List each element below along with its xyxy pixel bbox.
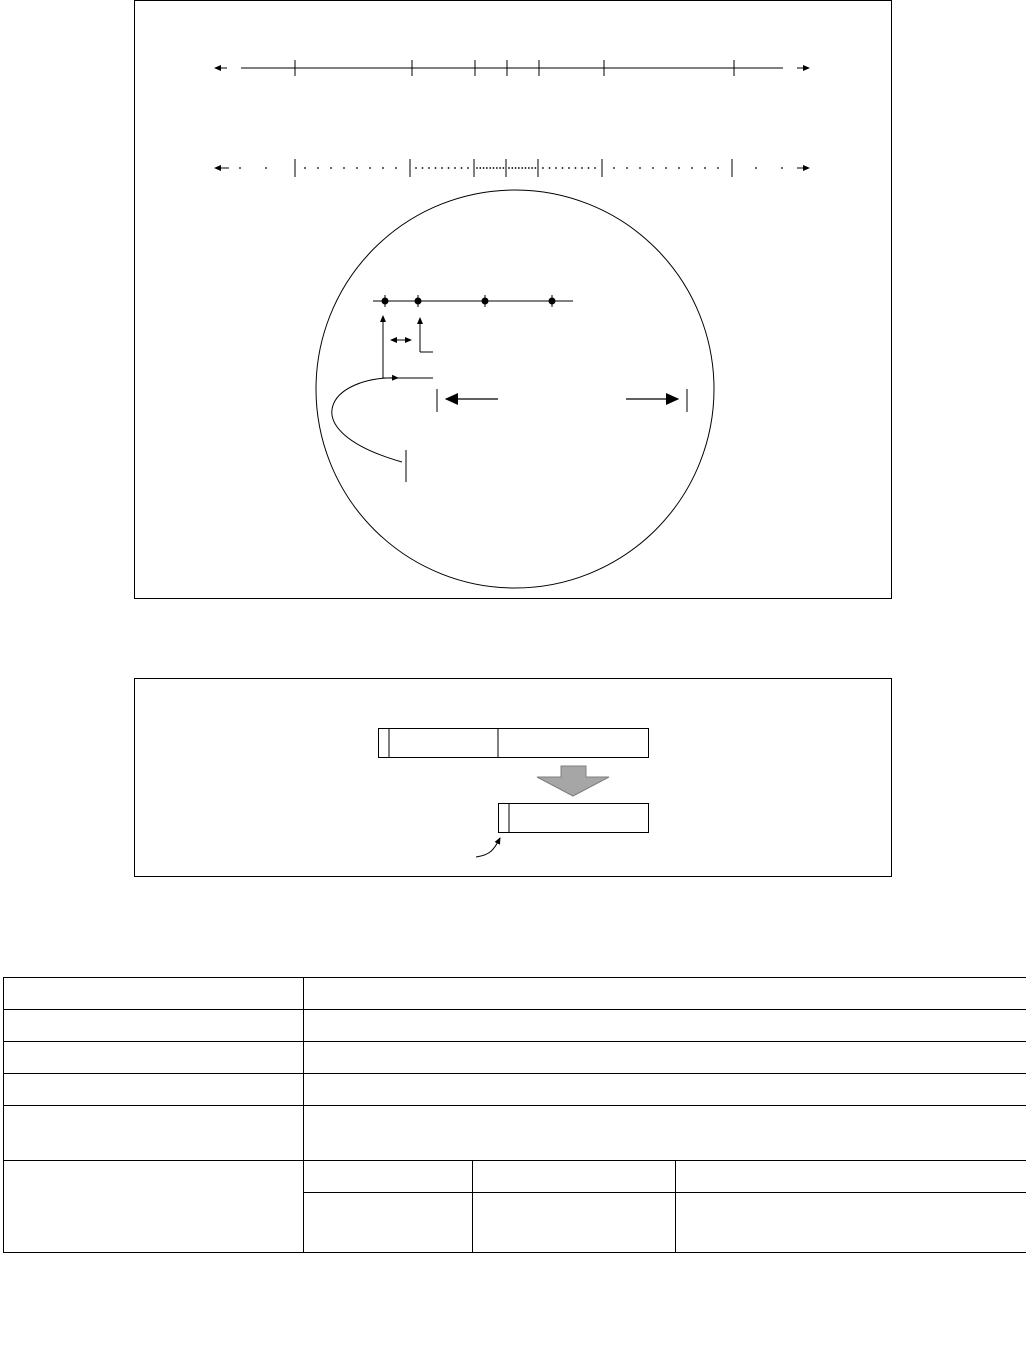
discrete-number-line (215, 159, 809, 177)
dot-markers (239, 167, 783, 169)
dot (691, 167, 693, 169)
table-row (4, 1106, 1026, 1161)
row-value (304, 1074, 1026, 1106)
dot (575, 167, 577, 169)
dot (476, 167, 478, 169)
row-label (4, 1106, 304, 1161)
dot (525, 167, 527, 169)
subtable-header (304, 1161, 473, 1193)
info-table (3, 977, 1026, 1253)
subtable-label (4, 1161, 304, 1253)
dot (568, 167, 570, 169)
dot (317, 167, 319, 169)
point-marker (549, 298, 556, 305)
dot (613, 167, 615, 169)
dot (467, 167, 469, 169)
dot (496, 167, 498, 169)
subtable-cell (473, 1193, 676, 1253)
dot (521, 167, 523, 169)
dot (755, 167, 757, 169)
dot (542, 167, 544, 169)
dot (435, 167, 437, 169)
info-table-container (3, 977, 1026, 1253)
dot (448, 167, 450, 169)
dot (503, 167, 505, 169)
table-row (4, 978, 1026, 1010)
dot (422, 167, 424, 169)
pointer-curve (476, 838, 500, 857)
dot (382, 167, 384, 169)
dot (588, 167, 590, 169)
subtable-cell (304, 1193, 473, 1253)
dot (489, 167, 491, 169)
dot (639, 167, 641, 169)
dot (486, 167, 488, 169)
row-label (4, 978, 304, 1010)
row-label (4, 1010, 304, 1042)
row-label (4, 1042, 304, 1074)
row-value (304, 1042, 1026, 1074)
dot (395, 167, 397, 169)
dot (531, 167, 533, 169)
dot (515, 167, 517, 169)
figure1-frame (135, 1, 892, 599)
dot (461, 167, 463, 169)
dot (555, 167, 557, 169)
dot (781, 167, 783, 169)
point-marker (415, 298, 422, 305)
dot (356, 167, 358, 169)
table-row (4, 1074, 1026, 1106)
dot (717, 167, 719, 169)
subtable-header (473, 1161, 676, 1193)
dot (508, 167, 510, 169)
subtable-header (676, 1161, 1026, 1193)
before-register (379, 728, 649, 758)
magnifier-circle (316, 190, 714, 588)
dot (652, 167, 654, 169)
dot (626, 167, 628, 169)
dot (483, 167, 485, 169)
callout-arrows (332, 316, 687, 482)
table-row (4, 1042, 1026, 1074)
dot (428, 167, 430, 169)
dot (594, 167, 596, 169)
subtable-cell (676, 1193, 1026, 1253)
dot (518, 167, 520, 169)
dot (678, 167, 680, 169)
row-value (304, 1106, 1026, 1161)
dot (528, 167, 530, 169)
dot (511, 167, 513, 169)
dot (330, 167, 332, 169)
dot (265, 167, 267, 169)
dot (704, 167, 706, 169)
after-register (499, 803, 649, 833)
continuous-number-line (215, 60, 809, 76)
table-row (4, 1010, 1026, 1042)
down-arrow (537, 766, 609, 796)
dot (535, 167, 537, 169)
zoomed-number-line (373, 295, 573, 307)
point-marker (482, 298, 489, 305)
dot (562, 167, 564, 169)
row-label (4, 1074, 304, 1106)
dot (343, 167, 345, 169)
dot (549, 167, 551, 169)
dot (415, 167, 417, 169)
row-value (304, 978, 1026, 1010)
figure2-frame (135, 679, 892, 877)
dot (581, 167, 583, 169)
dot (493, 167, 495, 169)
dot (369, 167, 371, 169)
dot (239, 167, 241, 169)
point-marker (382, 298, 389, 305)
dot (479, 167, 481, 169)
table-row (4, 1161, 1026, 1193)
row-value (304, 1010, 1026, 1042)
dot (665, 167, 667, 169)
dot (441, 167, 443, 169)
dot (499, 167, 501, 169)
dot (454, 167, 456, 169)
dot (304, 167, 306, 169)
